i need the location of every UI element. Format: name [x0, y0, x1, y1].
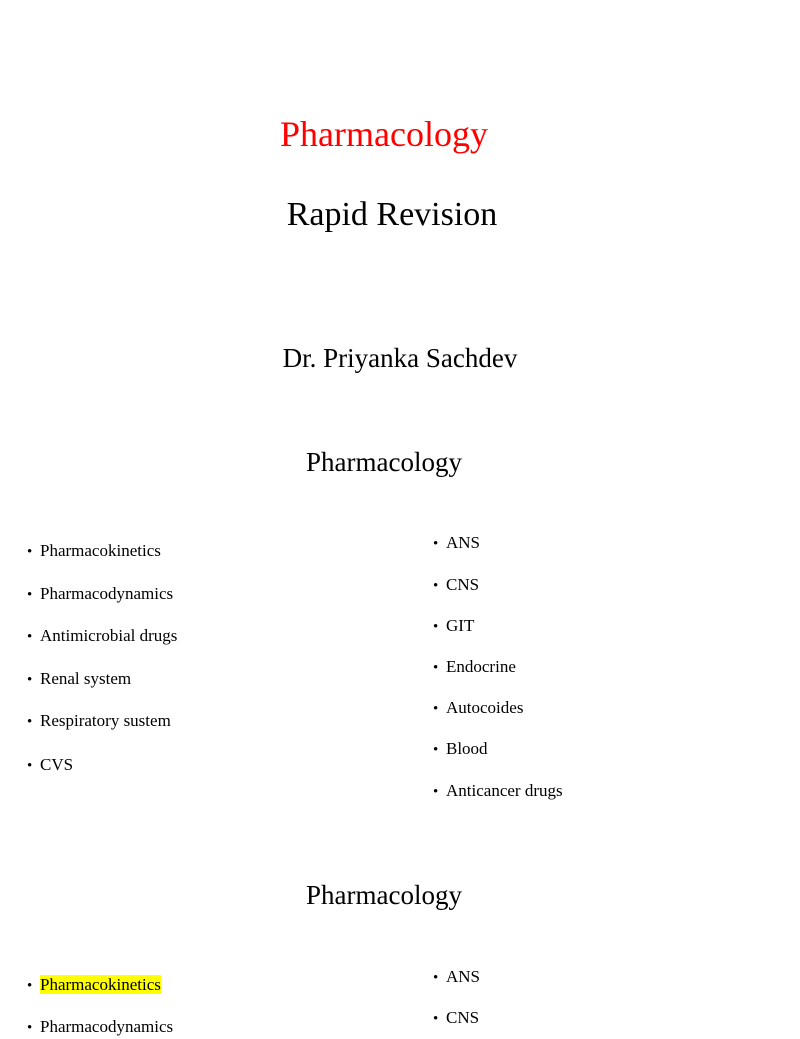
list-item: • Pharmacokinetics: [27, 540, 161, 563]
list-item: • CVS: [27, 754, 73, 777]
bullet-icon: •: [433, 660, 439, 676]
list-item: • CNS: [433, 574, 479, 597]
bullet-icon: •: [433, 742, 439, 758]
list-item: • GIT: [433, 615, 474, 638]
bullet-icon: •: [27, 1020, 33, 1036]
topics-slide-highlighted: [0, 840, 768, 1036]
list-item: [27, 974, 161, 997]
list-item: • Autocoides: [433, 697, 523, 720]
bullet-icon: •: [27, 978, 33, 994]
list-item: • ANS: [433, 532, 480, 555]
slide-title: Pharmacology: [306, 880, 462, 910]
bullet-icon: •: [433, 578, 439, 594]
bullet-icon: •: [433, 1011, 439, 1027]
list-item: • Endocrine: [433, 656, 516, 679]
author-name: Dr. Priyanka Sachdev: [282, 343, 518, 373]
bullet-icon: •: [27, 714, 33, 730]
bullet-icon: •: [27, 587, 33, 603]
slide-subtitle: Rapid Revision: [286, 196, 498, 233]
list-item: • Respiratory sustem: [27, 710, 171, 733]
bullet-icon: •: [27, 544, 33, 560]
bullet-icon: •: [433, 970, 439, 986]
list-item: • Antimicrobial drugs: [27, 625, 177, 648]
list-item: • Pharmacodynamics: [27, 1016, 173, 1039]
topics-slide: [0, 416, 768, 840]
bullet-icon: •: [27, 629, 33, 645]
slide-title: Pharmacology: [306, 447, 462, 477]
list-item: • Pharmacodynamics: [27, 583, 173, 606]
list-item: • CNS: [433, 1007, 479, 1030]
list-item: • Blood: [433, 738, 488, 761]
bullet-icon: •: [433, 536, 439, 552]
bullet-icon: •: [433, 619, 439, 635]
list-item: • Anticancer drugs: [433, 780, 563, 803]
highlighted-topic: Pharmacokinetics: [40, 975, 161, 994]
slide-title-red: Pharmacology: [280, 114, 488, 154]
title-slide: [0, 0, 768, 416]
list-item: • Renal system: [27, 668, 131, 691]
bullet-icon: •: [27, 758, 33, 774]
list-item: • ANS: [433, 966, 480, 989]
bullet-icon: •: [27, 672, 33, 688]
bullet-icon: •: [433, 701, 439, 717]
bullet-icon: •: [433, 784, 439, 800]
